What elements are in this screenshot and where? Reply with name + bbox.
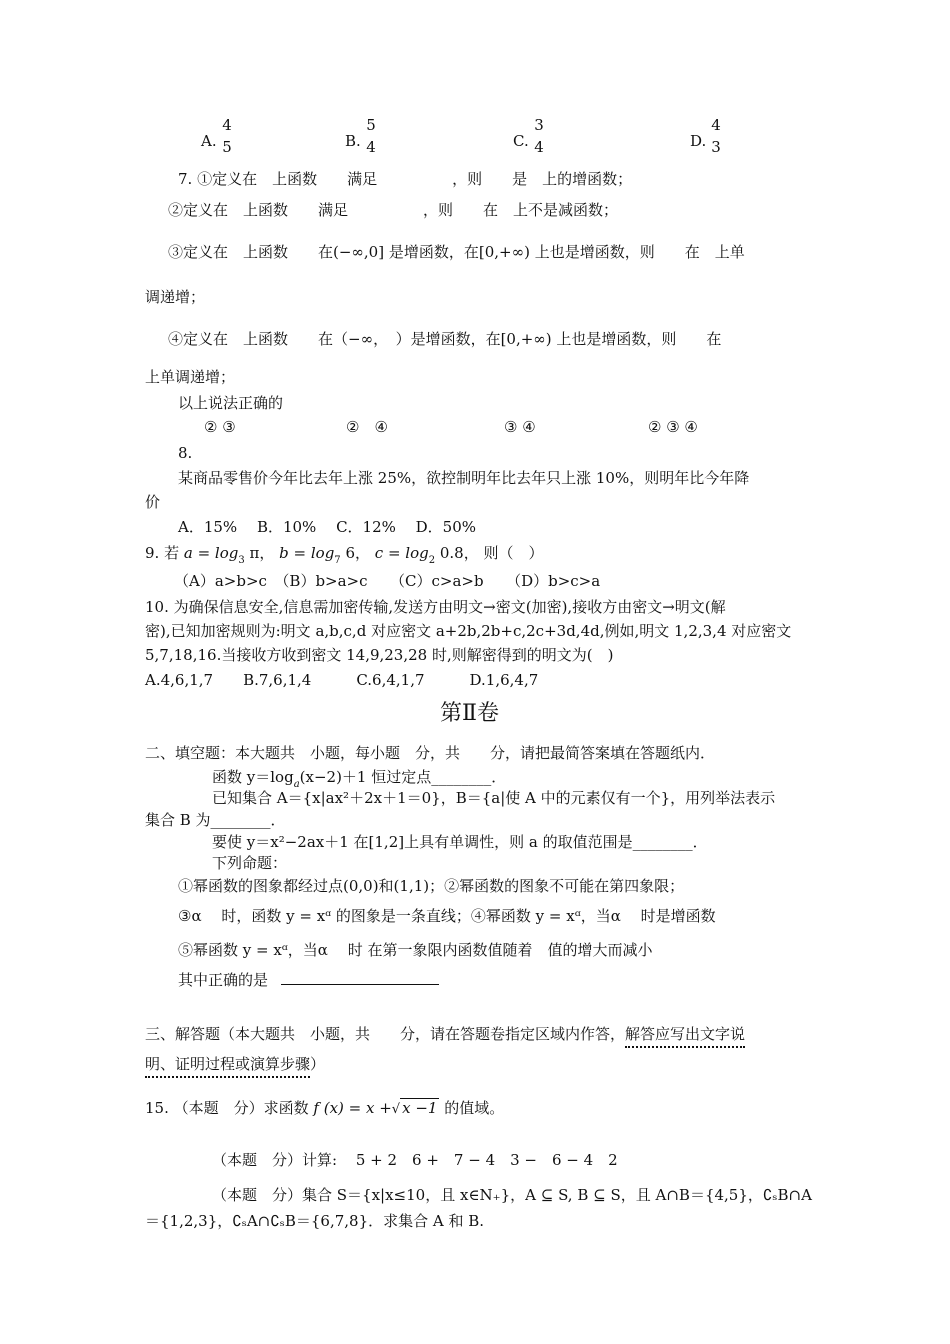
numerator: 3: [534, 116, 544, 134]
q15-post: 的值域。: [444, 1099, 505, 1117]
q10-options: A.4,6,1,7 B.7,6,1,4 C.6,4,1,7 D.1,6,4,7: [145, 671, 539, 689]
numerator: 5: [366, 116, 376, 134]
q9-a-base: 3: [238, 555, 245, 566]
q14-answer-label: 其中正确的是: [178, 971, 269, 989]
q9-lead: 9. 若: [145, 544, 180, 562]
q7-line-1: 7. ①定义在 上函数 满足 ，则 是 上的增函数；: [178, 170, 633, 188]
option-label: D.: [690, 132, 707, 150]
q10-line-1: 10. 为确保信息安全,信息需加密传输,发送方由明文→密文(加密),接收方由密文→明文(解: [145, 598, 726, 616]
q7-prompt: 以上说法正确的: [178, 394, 284, 412]
q9-b-arg: 6，: [345, 544, 370, 562]
option-label: A.: [201, 132, 217, 150]
q9-b-log: b = log: [279, 544, 335, 562]
q7-line-3: ③定义在 上函数 在(−∞,0] 是增函数，在[0,+∞) 上也是增函数，则 在 上单: [168, 243, 745, 261]
q11-base: a: [293, 779, 300, 790]
q8-text-2: 价: [145, 493, 161, 511]
q9-line: [145, 543, 544, 571]
denominator: 4: [366, 138, 376, 156]
q14-statement-3-4: ③α 时，函数 y = xᵅ 的图象是一条直线；④幂函数 y = xᵅ，当α 时是增函数: [178, 907, 716, 925]
q7-line-2: ②定义在 上函数 满足 ，则 在 上不是减函数；: [168, 201, 619, 219]
q10-line-2: 密),已知加密规则为:明文 a,b,c,d 对应密文 a+2b,2b+c,2c+3d,4d,例如,明文 1,2,3,4 对应密文: [145, 622, 792, 640]
emphasized-text: 明、证明过程或演算步骤: [145, 1055, 310, 1078]
q12-line-2: 集合 B 为________．: [145, 811, 286, 829]
radical-sign: √: [391, 1102, 401, 1117]
q11-pre: 函数 y＝log: [212, 768, 294, 786]
fraction: [708, 114, 724, 158]
option-label: C.: [513, 132, 529, 150]
q8-options: A．15% B．10% C．12% D．50%: [178, 518, 477, 536]
fraction: [531, 114, 547, 158]
answer-blank: [281, 970, 439, 985]
denominator: 4: [534, 138, 544, 156]
q14-statement-1-2: ①幂函数的图象都经过点(0,0)和(1,1)；②幂函数的图象不可能在第四象限；: [178, 877, 685, 895]
q9-c-log: c = log: [374, 544, 429, 562]
section-2-heading: 二、填空题：本大题共 小题，每小题 分，共 分，请把最简答案填在答题纸内．: [145, 744, 716, 762]
q12-line-1: 已知集合 A＝{x|ax²＋2x＋1＝0}，B＝{a|使 A 中的元素仅有一个}，用列举法表示: [212, 789, 776, 807]
numerator: 4: [711, 116, 721, 134]
q14-statement-5: ⑤幂函数 y = xᵅ，当α 时 在第一象限内函数值随着 值的增大而减小: [178, 941, 653, 959]
q14-answer-line: [178, 970, 439, 990]
section-3-heading-1: [145, 1024, 745, 1044]
q15-line: [145, 1098, 504, 1120]
q17-line-2: ＝{1,2,3}，∁ₛA∩∁ₛB＝{6,7,8}．求集合 A 和 B.: [145, 1212, 485, 1230]
denominator: 5: [222, 138, 232, 156]
fraction: [363, 114, 379, 158]
q7-line-4-cont: 上单调递增；: [145, 368, 236, 386]
section-3-heading-a: 三、解答题（本大题共 小题，共 分，请在答题卷指定区域内作答，: [145, 1025, 626, 1043]
q16-pre: （本题 分）计算:: [212, 1151, 338, 1169]
denominator: 3: [711, 138, 721, 156]
q11-post: (x−2)＋1 恒过定点________．: [299, 768, 507, 786]
part-2-title: 第Ⅱ卷: [440, 701, 499, 726]
option-label: B.: [345, 132, 361, 150]
q15-radicand: x −1: [402, 1099, 438, 1117]
section-3-heading-2: [145, 1054, 325, 1074]
closing-paren: ）: [310, 1055, 326, 1073]
q9-a-log: a = log: [183, 544, 239, 562]
q15-function: f (x) = x +: [313, 1099, 392, 1117]
q8-text-1: 某商品零售价今年比去年上涨 25%，欲控制明年比去年只上涨 10%，则明年比今年降: [178, 469, 750, 487]
q7-option-b: ② ④: [346, 418, 388, 436]
q14-heading: 下列命题：: [212, 854, 288, 872]
q13-line: 要使 y＝x²−2ax＋1 在[1,2]上具有单调性，则 a 的取值范围是________．: [212, 833, 708, 851]
q9-a-arg: π，: [249, 544, 275, 562]
q8-number: 8.: [178, 444, 193, 462]
numerator: 4: [222, 116, 232, 134]
q9-b-base: 7: [334, 555, 341, 566]
q15-pre: 15. （本题 分）求函数: [145, 1099, 309, 1117]
fraction: [219, 114, 235, 158]
q7-option-c: ③ ④: [504, 418, 536, 436]
q9-c-base: 2: [428, 555, 436, 566]
q16-line: [212, 1150, 618, 1170]
q7-line-3-cont: 调递增；: [145, 288, 206, 306]
q9-options: （A）a>b>c （B）b>a>c （C）c>a>b （D）b>c>a: [174, 572, 601, 590]
q7-option-d: ② ③ ④: [648, 418, 698, 436]
q7-line-4: ④定义在 上函数 在（−∞， ）是增函数，在[0,+∞) 上也是增函数，则 在: [168, 330, 722, 348]
q7-option-a: ② ③: [204, 418, 236, 436]
q9-c-arg: 0.8，: [439, 544, 479, 562]
q16-expression: 5 + 2 6 + 7 − 4 3 − 6 − 4 2: [355, 1151, 618, 1169]
q10-line-3: 5,7,18,16.当接收方收到密文 14,9,23,28 时,则解密得到的明文为( ): [145, 646, 614, 664]
q9-ask: 则（ ）: [483, 544, 544, 562]
q17-line-1: （本题 分）集合 S＝{x|x≤10，且 x∈N₊}，A ⊆ S, B ⊆ S，且 A∩B＝{4,5}，∁ₛB∩A: [212, 1186, 812, 1204]
emphasized-text: 解答应写出文字说: [625, 1025, 745, 1048]
